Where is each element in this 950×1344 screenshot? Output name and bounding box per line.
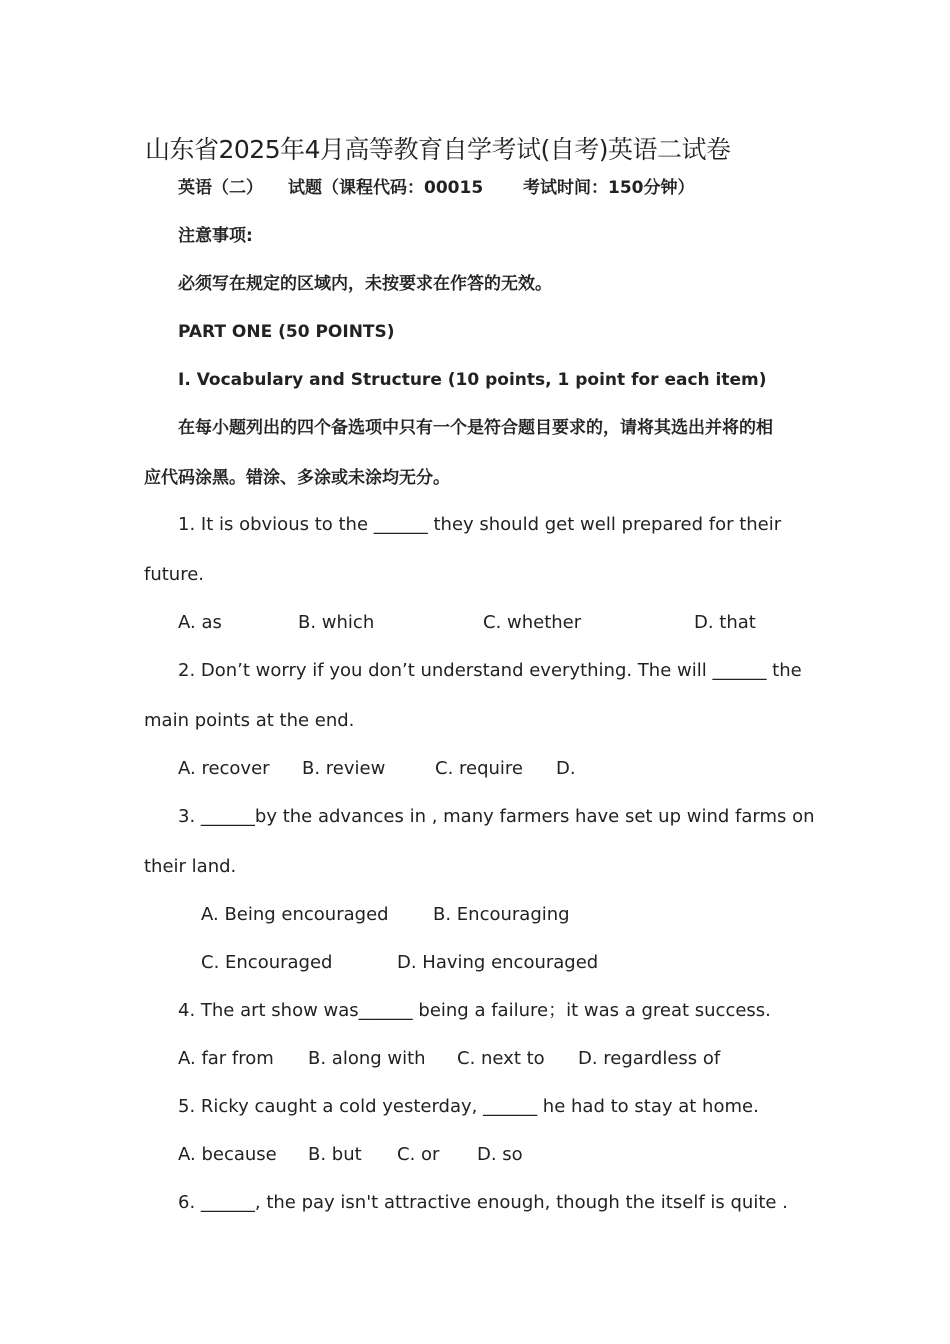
question-4-option-d[interactable]: D. regardless of xyxy=(578,1048,721,1069)
question-5-option-a[interactable]: A. because xyxy=(178,1144,277,1165)
question-1-option-d[interactable]: D. that xyxy=(694,612,756,633)
question-4-line-1: 4. The art show was______ being a failure；it was a great success. xyxy=(178,1000,771,1021)
notice-text: 必须写在规定的区域内，未按要求在作答的无效。 xyxy=(178,274,552,294)
question-2-option-a[interactable]: A. recover xyxy=(178,758,270,779)
question-2-option-b[interactable]: B. review xyxy=(302,758,386,779)
section-heading: I. Vocabulary and Structure (10 points, 1 point for each item) xyxy=(178,370,767,390)
question-3-option-b[interactable]: B. Encouraging xyxy=(433,904,570,925)
question-3-option-c[interactable]: C. Encouraged xyxy=(201,952,333,973)
question-3-option-a[interactable]: A. Being encouraged xyxy=(201,904,389,925)
question-1-line-2: future. xyxy=(144,564,205,585)
question-4-option-b[interactable]: B. along with xyxy=(308,1048,426,1069)
question-5-option-b[interactable]: B. but xyxy=(308,1144,362,1165)
question-1-option-a[interactable]: A. as xyxy=(178,612,222,633)
question-4-option-c[interactable]: C. next to xyxy=(457,1048,545,1069)
question-2-line-1: 2. Don’t worry if you don’t understand everything. The will ______ the xyxy=(178,660,802,681)
question-5-line-1: 5. Ricky caught a cold yesterday, ______ he had to stay at home. xyxy=(178,1096,759,1117)
header-subject: 英语（二） xyxy=(178,178,263,198)
question-1-option-b[interactable]: B. which xyxy=(298,612,375,633)
question-2-option-c[interactable]: C. require xyxy=(435,758,524,779)
part-heading: PART ONE (50 POINTS) xyxy=(178,322,395,342)
question-2-line-2: main points at the end. xyxy=(144,710,355,731)
question-3-line-2: their land. xyxy=(144,856,237,877)
question-1-option-c[interactable]: C. whether xyxy=(483,612,582,633)
question-3-option-d[interactable]: D. Having encouraged xyxy=(397,952,599,973)
instructions-line-2: 应代码涂黑。错涂、多涂或未涂均无分。 xyxy=(144,468,450,488)
question-3-line-1: 3. ______by the advances in , many farmers have set up wind farms on xyxy=(178,806,815,827)
instructions-line-1: 在每小题列出的四个备选项中只有一个是符合题目要求的，请将其选出并将的相 xyxy=(178,418,773,438)
question-1-line-1: 1. It is obvious to the ______ they should get well prepared for their xyxy=(178,514,782,535)
question-2-option-d[interactable]: D. xyxy=(556,758,576,779)
notice-label: 注意事项: xyxy=(178,226,253,246)
header-paper: 试题（课程代码：00015 xyxy=(288,178,484,198)
page-title: 山东省2025年4月高等教育自学考试(自考)英语二试卷 xyxy=(145,135,731,164)
header-time: 考试时间：150分钟） xyxy=(523,178,695,198)
question-5-option-d[interactable]: D. so xyxy=(477,1144,523,1165)
question-4-option-a[interactable]: A. far from xyxy=(178,1048,274,1069)
question-5-option-c[interactable]: C. or xyxy=(397,1144,440,1165)
question-6-line-1: 6. ______, the pay isn't attractive enough, though the itself is quite . xyxy=(178,1192,788,1213)
